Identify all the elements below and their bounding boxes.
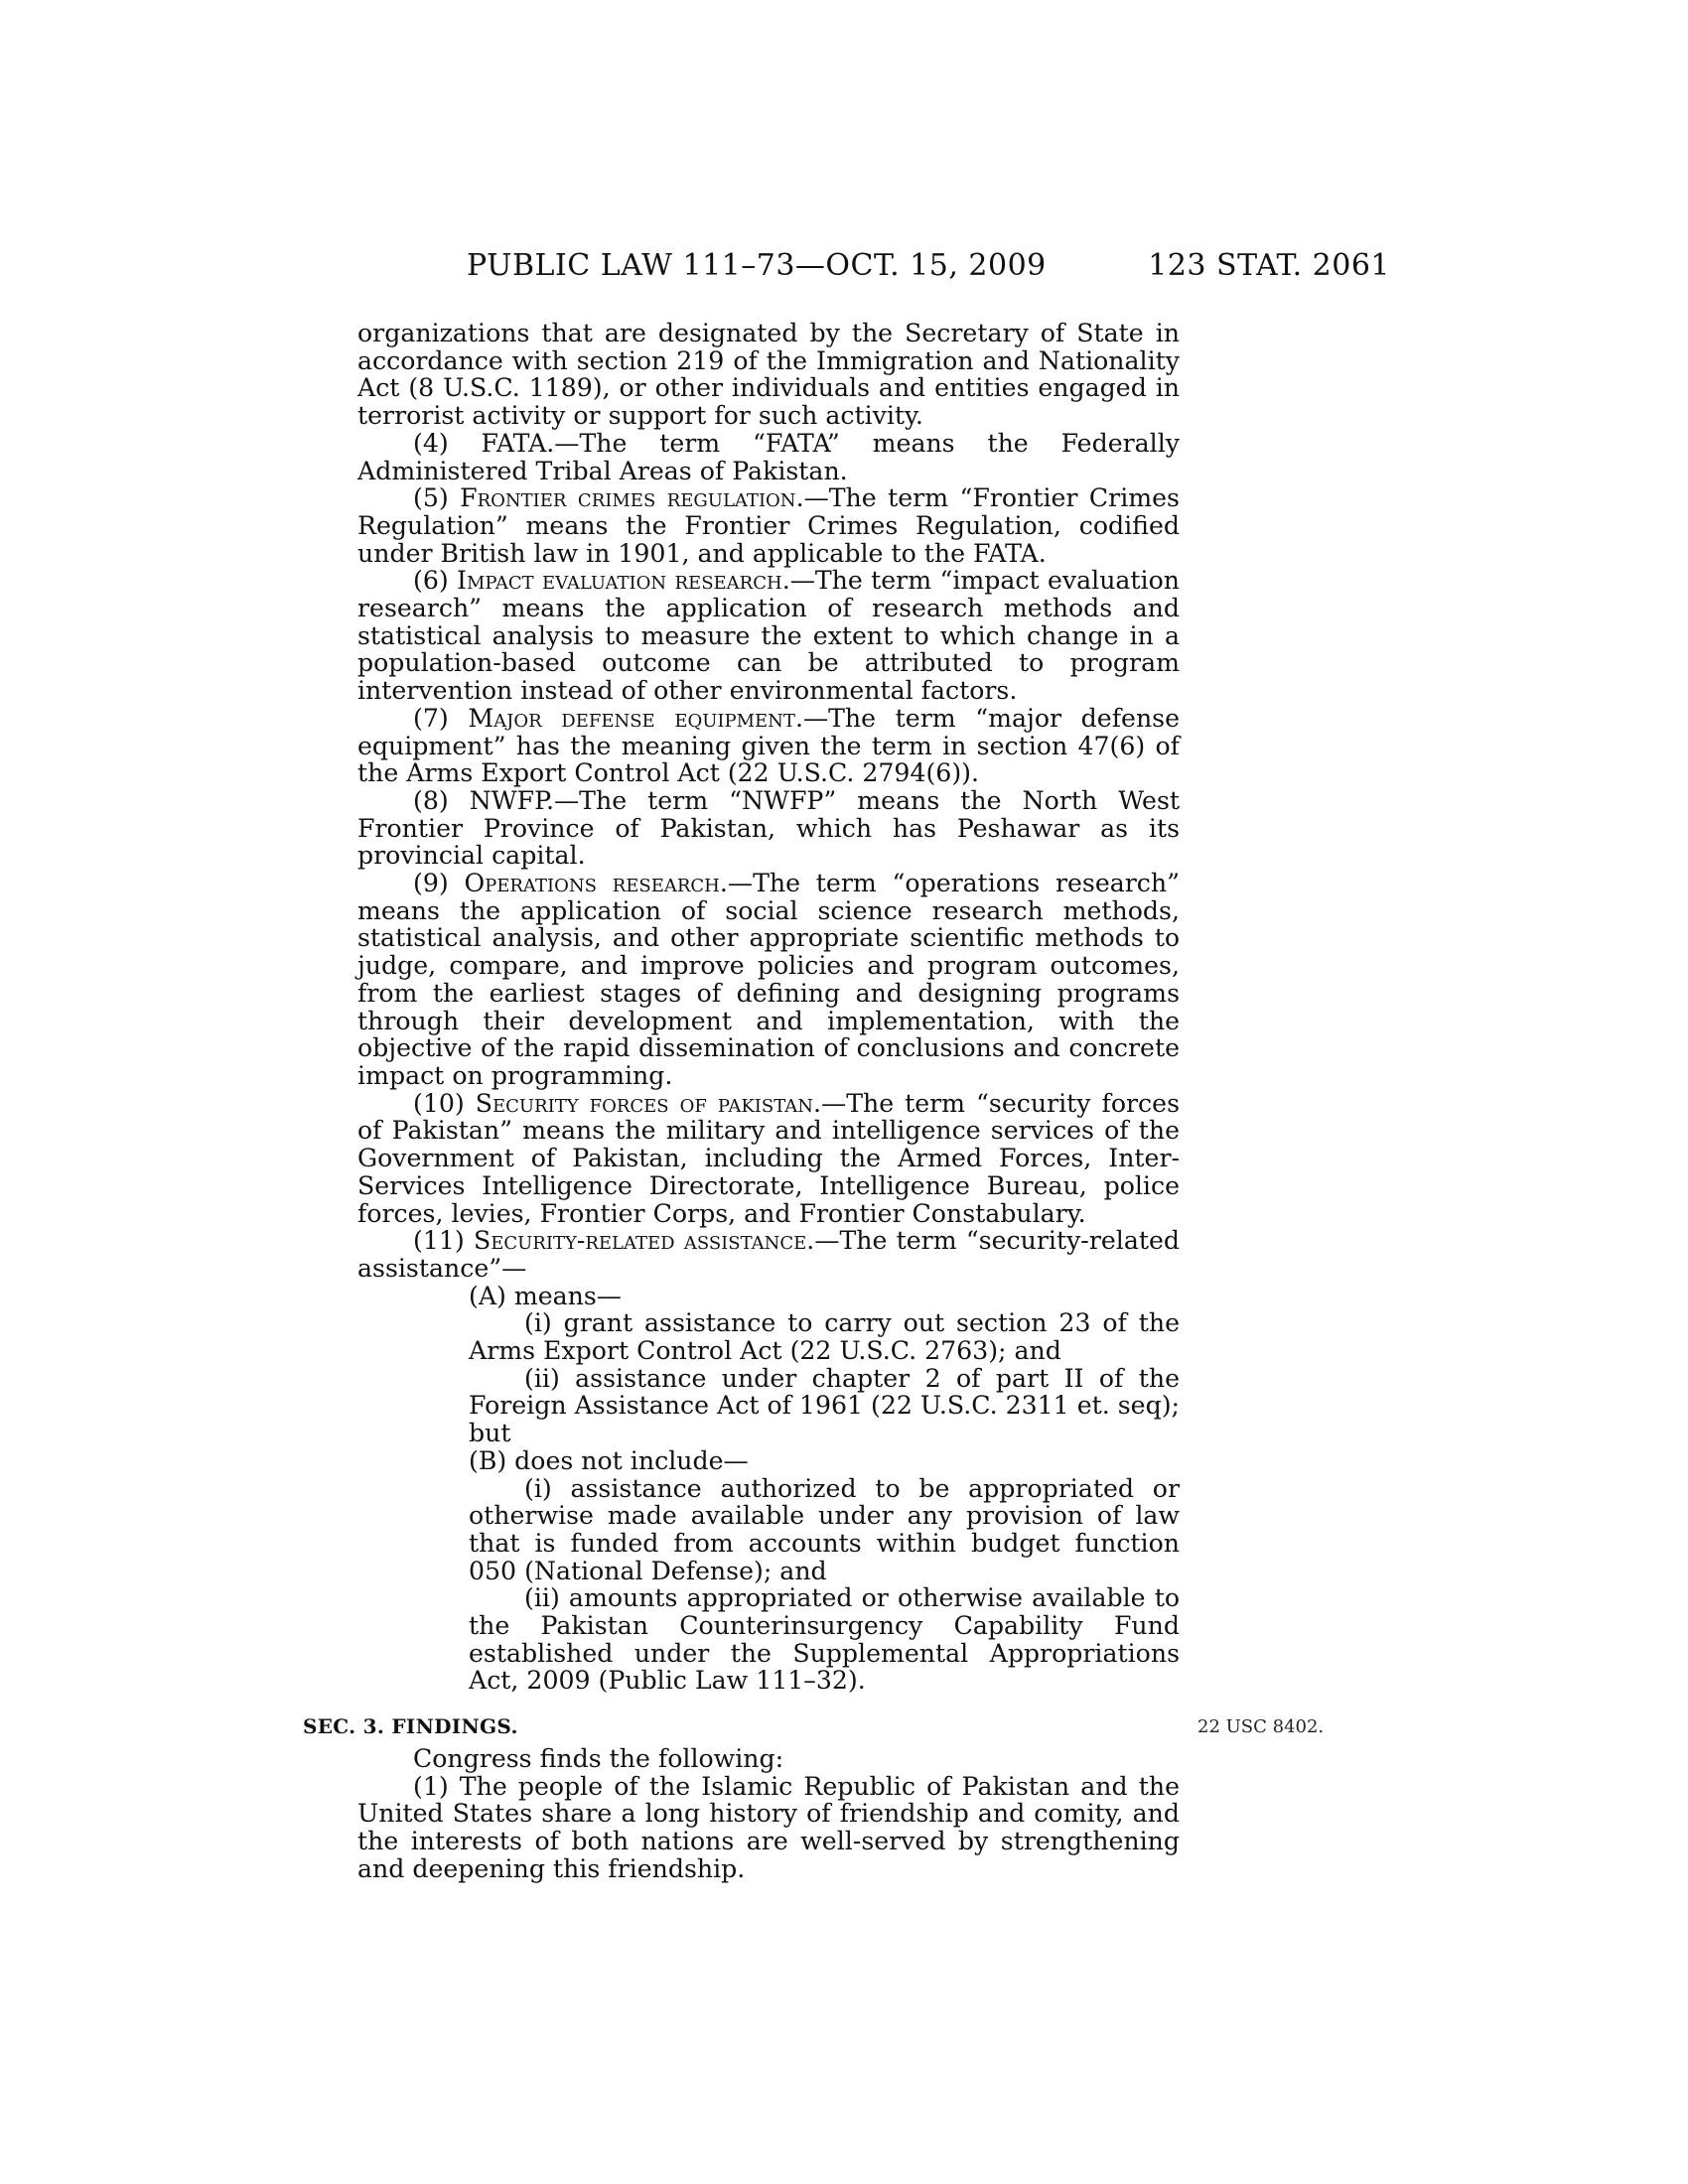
definition-11: (11) Security-related assistance.—The term “security-related assistance”— bbox=[357, 1226, 1180, 1283]
defined-term: Security forces of pakistan bbox=[475, 1088, 813, 1118]
definition-4: (4) FATA.—The term “FATA” means the Federally Administered Tribal Areas of Pakistan. bbox=[357, 428, 1180, 485]
clause-b-ii: (ii) amounts appropriated or otherwise available to the Pakistan Counterinsurgency Capability Fund established under the Supplemental Appropriations Act, 2009 (Public Law 111–32). bbox=[469, 1583, 1180, 1696]
clause-a-ii: (ii) assistance under chapter 2 of part II of the Foreign Assistance Act of 1961 (22 U.S.C. 2311 et. seq); but bbox=[469, 1363, 1181, 1448]
clause-a-i: (i) grant assistance to carry out section 23 of the Arms Export Control Act (22 U.S.C. 2763); and bbox=[469, 1308, 1180, 1366]
findings-intro: Congress finds the following: bbox=[413, 1744, 784, 1773]
definitions-body bbox=[357, 320, 1180, 1695]
clause-b-i: (i) assistance authorized to be appropriated or otherwise made available under any provision of law that is funded from accounts within budget function 050 (National Defense); and bbox=[469, 1473, 1180, 1585]
subparagraph-b: (B) does not include— bbox=[469, 1445, 749, 1475]
definition-9: (9) Operations research.—The term “operations research” means the application of social science research methods, statistical analysis, and other appropriate scientific methods to judge, compare, and improve policies and program outcomes, from the earliest stages of defining and designing programs through their development and implementation, with the objective of the rapid dissemination of conclusions and concrete impact on programming. bbox=[357, 869, 1180, 1090]
definition-5: (5) Frontier crimes regulation.—The term “Frontier Crimes Regulation” means the Frontier Crimes Regulation, codified under British law in 1901, and applicable to the FATA. bbox=[357, 483, 1180, 568]
statute-page-number: 123 STAT. 2061 bbox=[1148, 248, 1390, 283]
defined-term: Major defense equipment bbox=[468, 703, 795, 733]
findings-body bbox=[357, 1745, 1180, 1883]
definition-10: (10) Security forces of pakistan.—The term “security forces of Pakistan” means the military and intelligence services of the Government of Pakistan, including the Armed Forces, Inter-Services Intelligence Directorate, Intelligence Bureau, police forces, levies, Frontier Corps, and Frontier Constabulary. bbox=[357, 1088, 1180, 1228]
finding-1: (1) The people of the Islamic Republic of Pakistan and the United States share a long history of friendship and comity, and the interests of both nations are well-served by strengthening and deepening this friendship. bbox=[357, 1771, 1180, 1883]
definition-6: (6) Impact evaluation research.—The term “impact evaluation research” means the application of research methods and statistical analysis to measure the extent to which change in a population-based outcome can be attributed to program intervention instead of other environmental factors. bbox=[357, 566, 1180, 706]
defined-term: Impact evaluation research bbox=[457, 566, 782, 596]
page-header bbox=[467, 248, 1390, 288]
usc-margin-note: 22 USC 8402. bbox=[1197, 1716, 1325, 1737]
definition-8: (8) NWFP.—The term “NWFP” means the North West Frontier Province of Pakistan, which has Peshawar as its provincial capital. bbox=[357, 785, 1180, 871]
defined-term: NWFP bbox=[469, 785, 546, 815]
defined-term: FATA bbox=[481, 428, 547, 458]
running-head-title: PUBLIC LAW 111–73—OCT. 15, 2009 bbox=[467, 248, 1047, 283]
definition-7: (7) Major defense equipment.—The term “major defense equipment” has the meaning given the term in section 47(6) of the Arms Export Control Act (22 U.S.C. 2794(6)). bbox=[357, 703, 1180, 788]
section-heading: SEC. 3. FINDINGS. bbox=[303, 1714, 518, 1738]
defined-term: Security-related assistance bbox=[473, 1226, 807, 1256]
defined-term: Frontier crimes regulation bbox=[460, 483, 796, 513]
subparagraph-a: (A) means— bbox=[469, 1281, 622, 1310]
continuation-paragraph: organizations that are designated by the Secretary of State in accordance with section 219 of the Immigration and Nationality Act (8 U.S.C. 1189), or other individuals and entities engaged in terrorist activity or support for such activity. bbox=[357, 319, 1180, 431]
defined-term: Operations research bbox=[464, 869, 720, 898]
